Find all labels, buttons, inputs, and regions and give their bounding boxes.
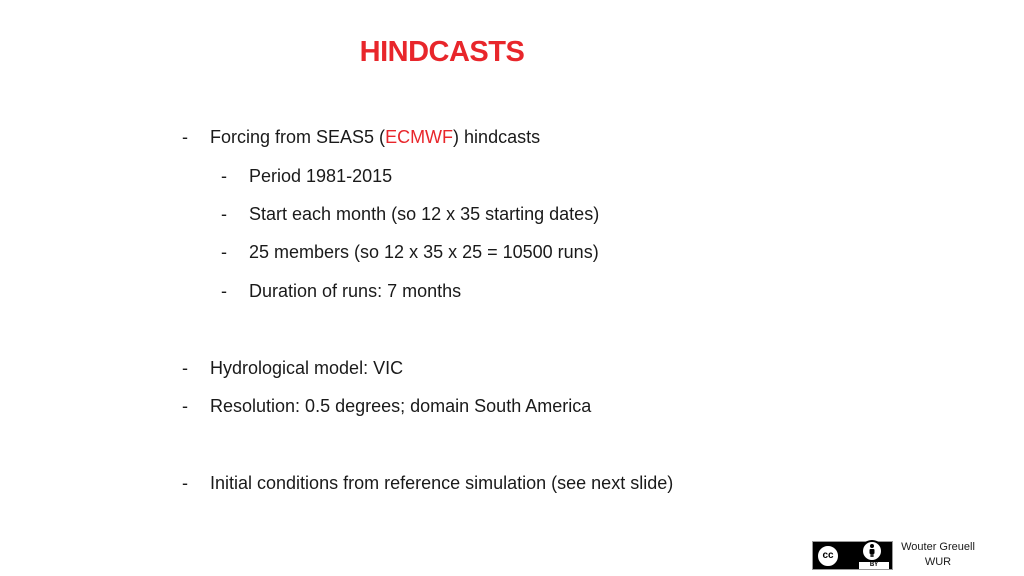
slide-title: HINDCASTS (359, 36, 525, 68)
person-icon (861, 540, 883, 562)
bullet-text: Duration of runs: 7 months (249, 281, 462, 301)
bullet-text: Hydrological model: VIC (210, 358, 404, 378)
bullet-text-suffix: ) hindcasts (453, 127, 541, 147)
bullet-text: Resolution: 0.5 degrees; domain South America (210, 396, 592, 416)
author-name: Wouter Greuell (901, 541, 975, 553)
bullet-dash: - (182, 358, 188, 378)
author-credit (893, 540, 983, 570)
author-org: WUR (924, 556, 952, 568)
creative-commons-by-icon (812, 541, 893, 570)
ecmwf-highlight: ECMWF (385, 127, 454, 147)
bullet-text: 25 members (so 12 x 35 x 25 = 10500 runs) (249, 242, 599, 262)
cc-by-label: BY (859, 562, 889, 569)
bullet-dash: - (182, 396, 188, 416)
bullet-text: Period 1981-2015 (249, 166, 393, 186)
bullet-dash: - (221, 204, 227, 224)
bullet-dash: - (182, 127, 188, 147)
bullet-text: Initial conditions from reference simulation (see next slide) (210, 473, 674, 493)
bullet-text (210, 126, 540, 148)
bullet-text: Start each month (so 12 x 35 starting dates) (249, 204, 600, 224)
cc-circle: cc (816, 544, 840, 568)
bullet-dash: - (182, 473, 188, 493)
bullet-dash: - (221, 281, 227, 301)
bullet-dash: - (221, 242, 227, 262)
bullet-text-prefix: Forcing from SEAS5 ( (210, 127, 386, 147)
bullet-dash: - (221, 166, 227, 186)
